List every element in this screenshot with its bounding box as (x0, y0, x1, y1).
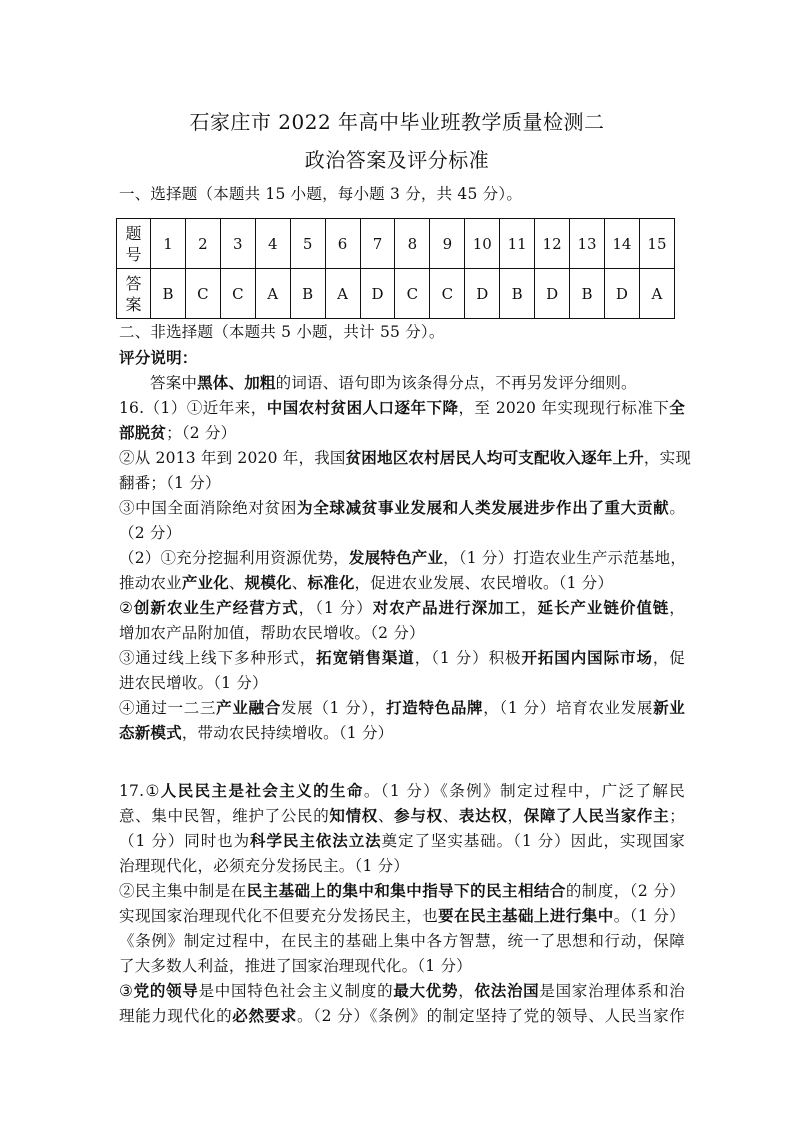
text-segment: ， (507, 807, 524, 825)
answer-row (117, 269, 675, 319)
text-segment: 部脱贫 (119, 423, 167, 442)
text-segment: 拓宽销售渠道 (316, 648, 415, 667)
q17-line (119, 1006, 685, 1026)
text-segment: 党的领导 (133, 981, 199, 1000)
text-segment: 中国农村贫困人口逐年下降 (266, 398, 459, 417)
text-segment: ，（1 分）积极 (414, 649, 522, 667)
text-segment: ，（1 分）打造农业生产示范基地， (443, 549, 687, 567)
text-segment: 对农产品进行深加工 (372, 598, 521, 617)
q16-line (119, 698, 685, 718)
answer-cell: B (290, 269, 325, 319)
question-number-cell: 5 (290, 219, 325, 269)
question-number-cell: 15 (639, 219, 674, 269)
text-segment: ②从 2013 年到 2020 年，我国 (119, 449, 346, 467)
document-title: 石家庄市 2022 年高中毕业班教学质量检测二 (189, 110, 605, 134)
text-segment: 实现国家治理现代化不但要充分发扬民主，也 (119, 907, 439, 925)
question-number-row (117, 219, 675, 269)
scoring-note-title: 评分说明： (119, 348, 198, 367)
q16-line (119, 398, 685, 418)
answer-cell: D (604, 269, 639, 319)
text-segment: 、 (228, 574, 245, 592)
text-segment: 依法治国 (474, 981, 540, 1000)
answer-cell: A (255, 269, 290, 319)
text-segment: 新业 (653, 698, 686, 717)
text-segment: 16.（1）①近年来， (119, 399, 267, 417)
text-segment: 参与权 (394, 806, 443, 825)
text-segment: 最大优势 (393, 981, 459, 1000)
text-segment: 是国家治理体系和治 (539, 982, 685, 1000)
text-segment: 表达权 (458, 806, 508, 825)
answer-table (116, 218, 675, 319)
question-number-cell: 9 (430, 219, 465, 269)
text-segment: ， (521, 599, 538, 617)
text-segment: 奠定了坚实基础。（1 分）因此，实现国家 (381, 832, 685, 850)
text-segment: 、 (377, 807, 395, 825)
q16-line (119, 423, 685, 443)
text-segment: ，实现 (643, 449, 692, 467)
text-segment: 知情权 (329, 806, 378, 825)
answer-cell: D (535, 269, 570, 319)
scoring-note (150, 373, 685, 393)
text-segment: 。 (669, 499, 686, 517)
question-number-label: 题号 (117, 219, 151, 269)
q16-line (119, 448, 692, 468)
text-segment: ③ (119, 982, 134, 1000)
answer-cell: C (185, 269, 220, 319)
text-segment: 规模化 (244, 573, 292, 592)
text-segment: 。（1 分）《条例》制定过程中，广泛了解民 (363, 782, 685, 800)
text-segment: 发展（1 分）， (280, 699, 387, 717)
text-segment: （2）①充分挖掘利用资源优势， (119, 549, 349, 567)
text-segment: 全 (669, 398, 685, 417)
question-number-cell: 11 (500, 219, 535, 269)
q16-line: （2 分） (119, 524, 182, 542)
question-number-cell: 3 (220, 219, 255, 269)
text-segment: 贫困地区农村居民人均可支配收入逐年上升 (345, 448, 644, 467)
answer-cell: D (465, 269, 500, 319)
text-segment: 要在民主基础上进行集中 (438, 906, 614, 925)
q17-line (119, 781, 685, 801)
text-segment: 发展特色产业 (348, 548, 444, 567)
q16-line: 增加农产品附加值，帮助农民增收。（2 分） (119, 624, 425, 642)
section2-heading: 二、非选择题（本题共 5 小题，共计 55 分）。 (119, 323, 445, 341)
q16-line (119, 648, 685, 668)
question-number-cell: 4 (255, 219, 290, 269)
q16-line (119, 498, 685, 518)
question-number-cell: 2 (185, 219, 220, 269)
text-segment: 为全球减贫事业发展和人类发展进步作出了重大贡献 (297, 498, 670, 517)
question-number-cell: 1 (151, 219, 186, 269)
text-segment: （1 分）同时也为 (119, 832, 251, 850)
text-segment: ③通过线上线下多种形式， (119, 649, 317, 667)
text-segment: 打造特色品牌 (386, 698, 484, 717)
text-segment: 黑体、加粗 (197, 373, 276, 392)
text-segment: 理能力现代化的 (119, 1007, 233, 1025)
text-segment: ② (119, 599, 134, 617)
question-number-cell: 12 (535, 219, 570, 269)
text-segment: ， (669, 599, 685, 617)
q17-line (119, 906, 685, 926)
q17-line: 《条例》制定过程中，在民主的基础上集中各方智慧，统一了思想和行动，保障 (119, 932, 685, 950)
text-segment: ，（1 分）培育农业发展 (483, 699, 654, 717)
text-segment: 必然要求 (232, 1006, 297, 1025)
text-segment: ； (669, 807, 685, 825)
question-number-cell: 13 (570, 219, 605, 269)
text-segment: 保障了人民当家作主 (523, 806, 670, 825)
question-number-cell: 10 (465, 219, 500, 269)
q17-line: 了大多数人利益，推进了国家治理现代化。（1 分） (119, 957, 472, 975)
answer-cell: D (360, 269, 395, 319)
answer-cell: A (325, 269, 360, 319)
text-segment: 、 (442, 807, 459, 825)
q16-line (119, 723, 685, 743)
answer-cell: B (500, 269, 535, 319)
text-segment: 态新模式 (119, 723, 182, 742)
text-segment: 的制度，（2 分） (565, 882, 685, 900)
text-segment: 答案中 (150, 374, 198, 392)
q17-line: 治理现代化，必须充分发扬民主。（1 分） (119, 857, 410, 875)
answer-cell: B (570, 269, 605, 319)
question-number-cell: 7 (360, 219, 395, 269)
q17-line (119, 881, 685, 901)
q16-line: 进农民增收。（1 分） (119, 674, 268, 692)
answer-cell: C (430, 269, 465, 319)
text-segment: ，至 2020 年实现现行标准下 (458, 399, 670, 417)
text-segment: ，促 (652, 649, 686, 667)
text-segment: ，带动农民持续增收。（1 分） (181, 724, 394, 742)
text-segment: 是中国特色社会主义制度的 (198, 982, 394, 1000)
text-segment: 标准化 (307, 573, 355, 592)
text-segment: 创新农业生产经营方式 (133, 598, 299, 617)
text-segment: 。（1 分） (613, 907, 685, 925)
q17-line (119, 806, 685, 826)
text-segment: ，（1 分） (298, 599, 373, 617)
q17-line (119, 831, 685, 851)
question-number-cell: 14 (604, 219, 639, 269)
text-segment: 民主基础上的集中和集中指导下的民主相结合 (246, 881, 566, 900)
text-segment: 开拓国内国际市场 (521, 648, 653, 667)
text-segment: ③中国全面消除绝对贫困 (119, 499, 298, 517)
text-segment: 科学民主依法立法 (250, 831, 382, 850)
text-segment: ④通过一二三 (119, 699, 217, 717)
text-segment: ②民主集中制是在 (119, 882, 247, 900)
text-segment: ；（2 分） (166, 424, 237, 442)
answer-label: 答案 (117, 269, 151, 319)
text-segment: 、 (291, 574, 308, 592)
text-segment: 产业化 (181, 573, 229, 592)
answer-cell: C (220, 269, 255, 319)
text-segment: 17.① (119, 782, 161, 800)
q16-line (119, 548, 685, 568)
question-number-cell: 6 (325, 219, 360, 269)
q16-line (119, 598, 685, 618)
answer-cell: C (395, 269, 430, 319)
text-segment: 延长产业链价值链 (537, 598, 670, 617)
q16-line (119, 573, 685, 593)
text-segment: ， (458, 982, 475, 1000)
text-segment: 意、集中民智，维护了公民的 (119, 807, 330, 825)
text-segment: 产业融合 (216, 698, 281, 717)
text-segment: 的词语、语句即为该条得分点，不再另发评分细则。 (275, 374, 637, 392)
document-subtitle: 政治答案及评分标准 (304, 148, 490, 172)
q16-line: 翻番；（1 分） (119, 474, 221, 492)
section1-heading: 一、选择题（本题共 15 小题，每小题 3 分，共 45 分）。 (119, 185, 523, 203)
q17-line (119, 981, 685, 1001)
text-segment: 。（2 分）《条例》的制定坚持了党的领导、人民当家作 (296, 1007, 685, 1025)
text-segment: 推动农业 (119, 574, 182, 592)
answer-cell: B (151, 269, 186, 319)
question-number-cell: 8 (395, 219, 430, 269)
answer-cell: A (639, 269, 674, 319)
text-segment: 人民民主是社会主义的生命 (160, 781, 364, 800)
text-segment: ，促进农业发展、农民增收。（1 分） (354, 574, 614, 592)
